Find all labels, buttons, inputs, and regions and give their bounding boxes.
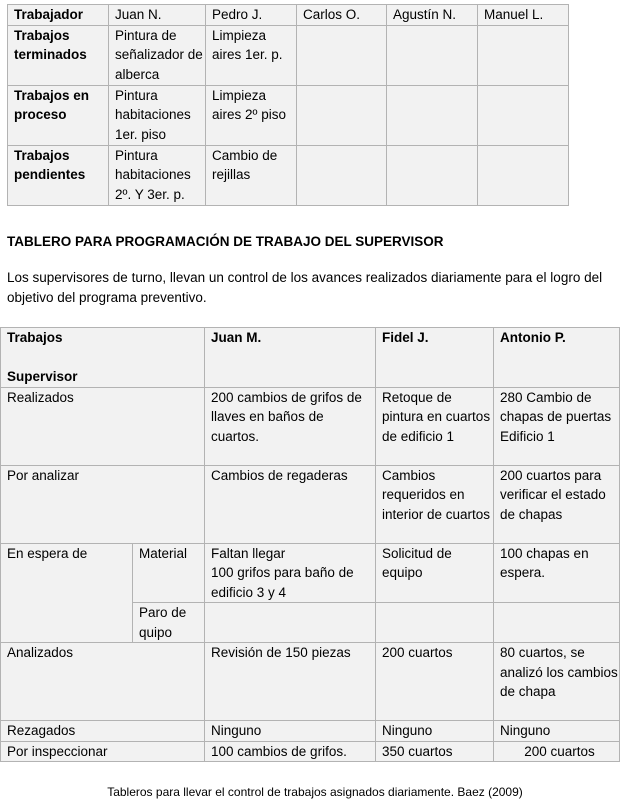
table-cell: Retoque de pintura en cuartos de edificio 1 (376, 387, 494, 465)
table-row (8, 25, 569, 85)
table-cell (387, 25, 478, 85)
row-label: Trabajos en proceso (8, 85, 109, 145)
row-label: Trabajos terminados (8, 25, 109, 85)
table-cell: Ninguno (376, 721, 494, 742)
table-row (1, 387, 620, 465)
header-cell: Carlos O. (297, 5, 387, 26)
header-cell: Juan M. (205, 328, 376, 388)
header-cell (1, 328, 205, 388)
sub-label: Paro de quipo (133, 603, 205, 643)
table-cell (387, 145, 478, 205)
table-cell: Pintura habitaciones 2º. Y 3er. p. (109, 145, 206, 205)
table-row (1, 643, 620, 721)
section-heading: TABLERO PARA PROGRAMACIÓN DE TRABAJO DEL SUPERVISOR (7, 234, 444, 249)
table-cell (478, 25, 569, 85)
table-cell (478, 145, 569, 205)
row-label: Rezagados (1, 721, 205, 742)
row-label: Analizados (1, 643, 205, 721)
table-cell: 200 cuartos (376, 643, 494, 721)
table-cell (205, 603, 376, 643)
table-cell: Ninguno (205, 721, 376, 742)
table-cell: Limpieza aires 1er. p. (206, 25, 297, 85)
table-cell: 200 cambios de grifos de llaves en baños de cuartos. (205, 387, 376, 465)
row-label: Trabajos pendientes (8, 145, 109, 205)
table-cell: Pintura habitaciones 1er. piso (109, 85, 206, 145)
table-cell: Revisión de 150 piezas (205, 643, 376, 721)
row-label: Realizados (1, 387, 205, 465)
header-cell: Agustín N. (387, 5, 478, 26)
table-cell: 280 Cambio de chapas de puertas Edificio 1 (494, 387, 620, 465)
table-cell: Solicitud de equipo (376, 543, 494, 603)
table-cell: Cambios requeridos en interior de cuartos (376, 465, 494, 543)
table-cell (494, 603, 620, 643)
table-cell: 350 cuartos (376, 741, 494, 762)
header-cell: Antonio P. (494, 328, 620, 388)
header-cell: Trabajador (8, 5, 109, 26)
table-row (1, 543, 620, 603)
table-cell: 100 cambios de grifos. (205, 741, 376, 762)
header-cell: Pedro J. (206, 5, 297, 26)
table-cell: Cambio de rejillas (206, 145, 297, 205)
table-cell: Ninguno (494, 721, 620, 742)
header-cell: Manuel L. (478, 5, 569, 26)
supervisor-table (0, 327, 620, 762)
table-cell (376, 603, 494, 643)
table-row (8, 145, 569, 205)
table-row (8, 85, 569, 145)
header-cell: Fidel J. (376, 328, 494, 388)
table-row (1, 741, 620, 762)
cell-line: 100 grifos para baño de edificio 3 y 4 (211, 565, 354, 600)
table-row (1, 465, 620, 543)
table-cell: Pintura de señalizador de alberca (109, 25, 206, 85)
table-cell: Limpieza aires 2º piso (206, 85, 297, 145)
header-cell: Juan N. (109, 5, 206, 26)
table-row (1, 328, 620, 388)
table-cell: Cambios de regaderas (205, 465, 376, 543)
table-row (1, 721, 620, 742)
table-cell: 100 chapas en espera. (494, 543, 620, 603)
table-cell (297, 85, 387, 145)
figure-caption: Tableros para llevar el control de trabajos asignados diariamente. Baez (2009) (107, 785, 523, 799)
table-cell (297, 145, 387, 205)
table-cell (205, 543, 376, 603)
row-label: En espera de (1, 543, 133, 643)
table-cell: 200 cuartos para verificar el estado de chapas (494, 465, 620, 543)
row-label: Por analizar (1, 465, 205, 543)
header-trabajos: Trabajos (7, 330, 63, 345)
header-supervisor: Supervisor (7, 369, 78, 384)
table-cell: 80 cuartos, se analizó los cambios de chapa (494, 643, 620, 721)
sub-label: Material (133, 543, 205, 603)
table-cell (297, 25, 387, 85)
workers-table (7, 4, 569, 206)
table-row (8, 5, 569, 26)
table-cell (387, 85, 478, 145)
cell-line: Faltan llegar (211, 545, 286, 561)
table-cell: 200 cuartos (494, 741, 620, 762)
intro-paragraph: Los supervisores de turno, llevan un control de los avances realizados diariamente para el logro del objetivo del programa preventivo. (7, 270, 603, 305)
table-cell (478, 85, 569, 145)
row-label: Por inspeccionar (1, 741, 205, 762)
